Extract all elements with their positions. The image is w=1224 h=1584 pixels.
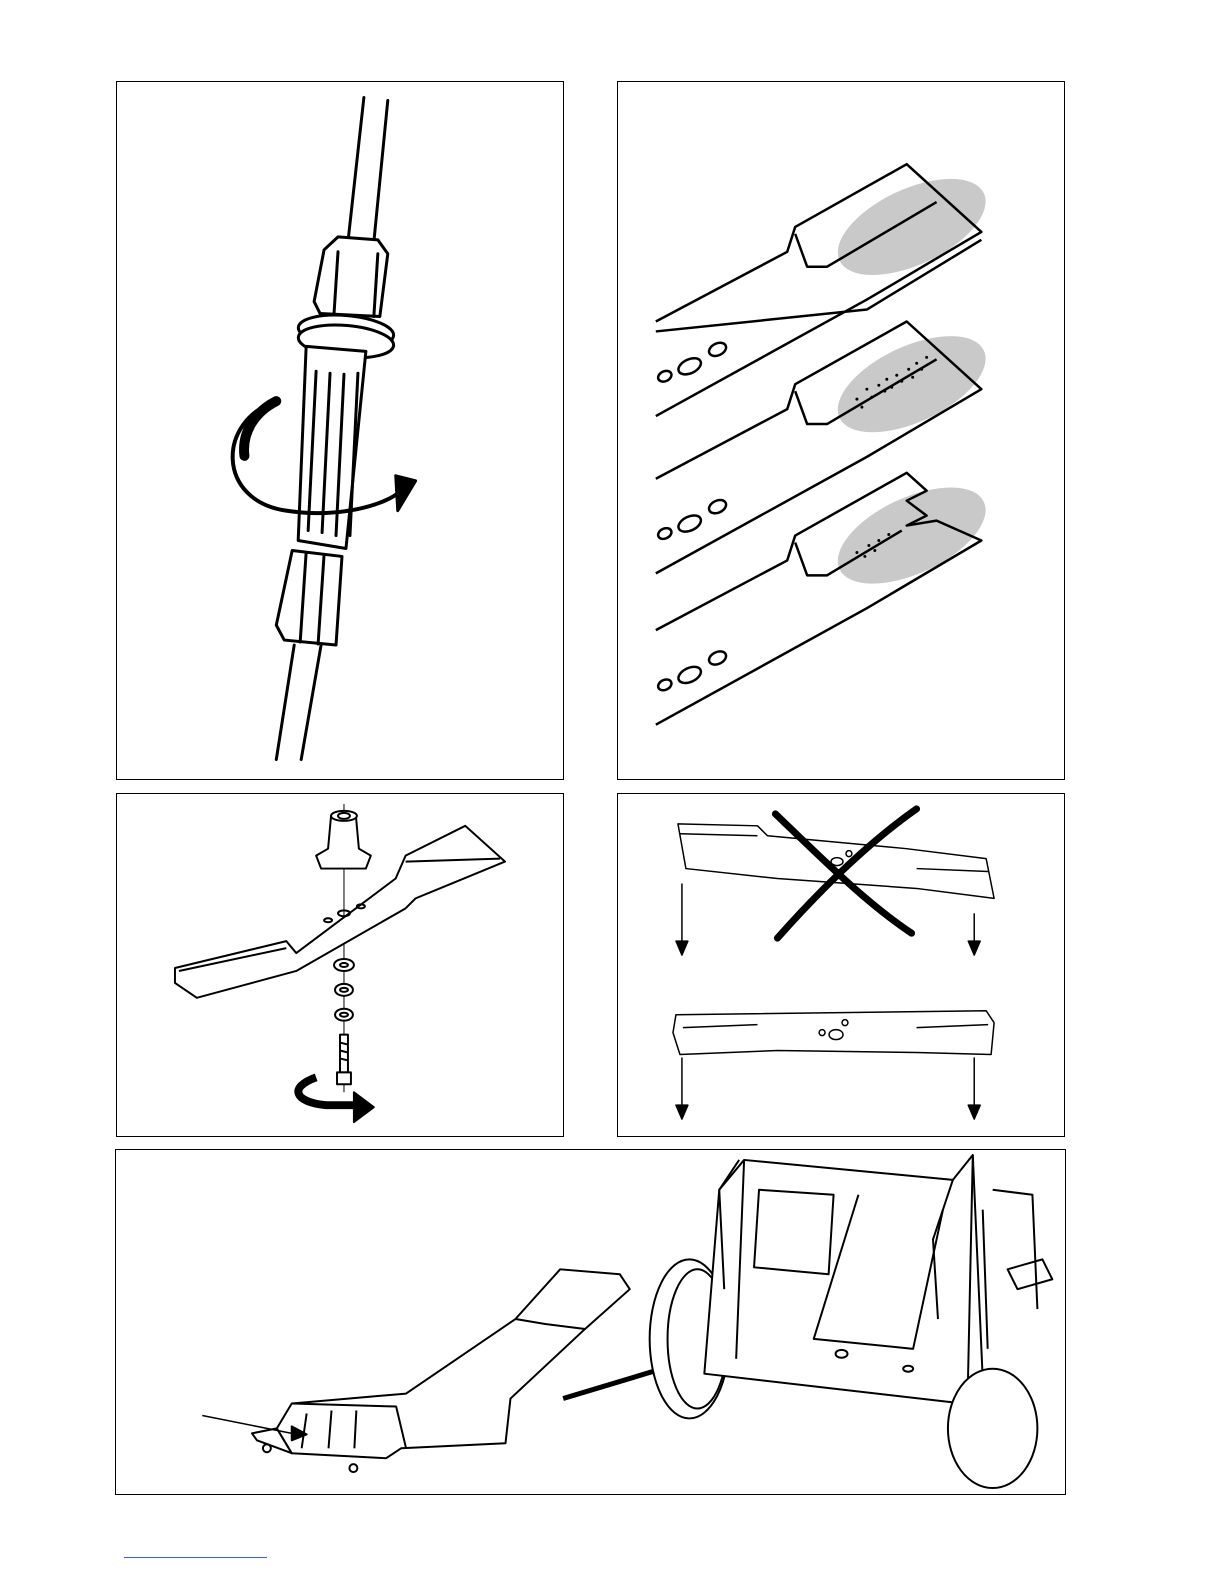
panel-shaft-coupling bbox=[116, 81, 564, 780]
blade-assembly-illustration bbox=[117, 794, 563, 1136]
shaft-coupling-illustration bbox=[117, 82, 563, 779]
blade-wear-illustration bbox=[618, 82, 1064, 779]
blade-correct-icon bbox=[673, 1011, 994, 1055]
panel-blade-assembly bbox=[116, 793, 564, 1137]
footer-rule bbox=[124, 1557, 267, 1558]
washer-icon bbox=[334, 959, 354, 1021]
down-arrow-icon bbox=[676, 883, 980, 1119]
grass-catcher-illustration bbox=[116, 1150, 1065, 1494]
panel-blade-wear bbox=[617, 81, 1065, 780]
blade-wrong-icon bbox=[678, 824, 994, 899]
hex-coupling-icon bbox=[276, 237, 395, 645]
grass-catcher-icon bbox=[252, 1269, 630, 1472]
panel-grass-catcher bbox=[115, 1149, 1066, 1495]
panel-blade-orientation bbox=[617, 793, 1065, 1137]
mower-rear-opening-icon bbox=[650, 1155, 1053, 1488]
blade-cracked-edge-icon bbox=[656, 468, 1000, 725]
bolt-icon bbox=[337, 1035, 351, 1085]
adapter-hub-icon bbox=[316, 811, 371, 869]
blade-orientation-illustration bbox=[618, 794, 1064, 1136]
